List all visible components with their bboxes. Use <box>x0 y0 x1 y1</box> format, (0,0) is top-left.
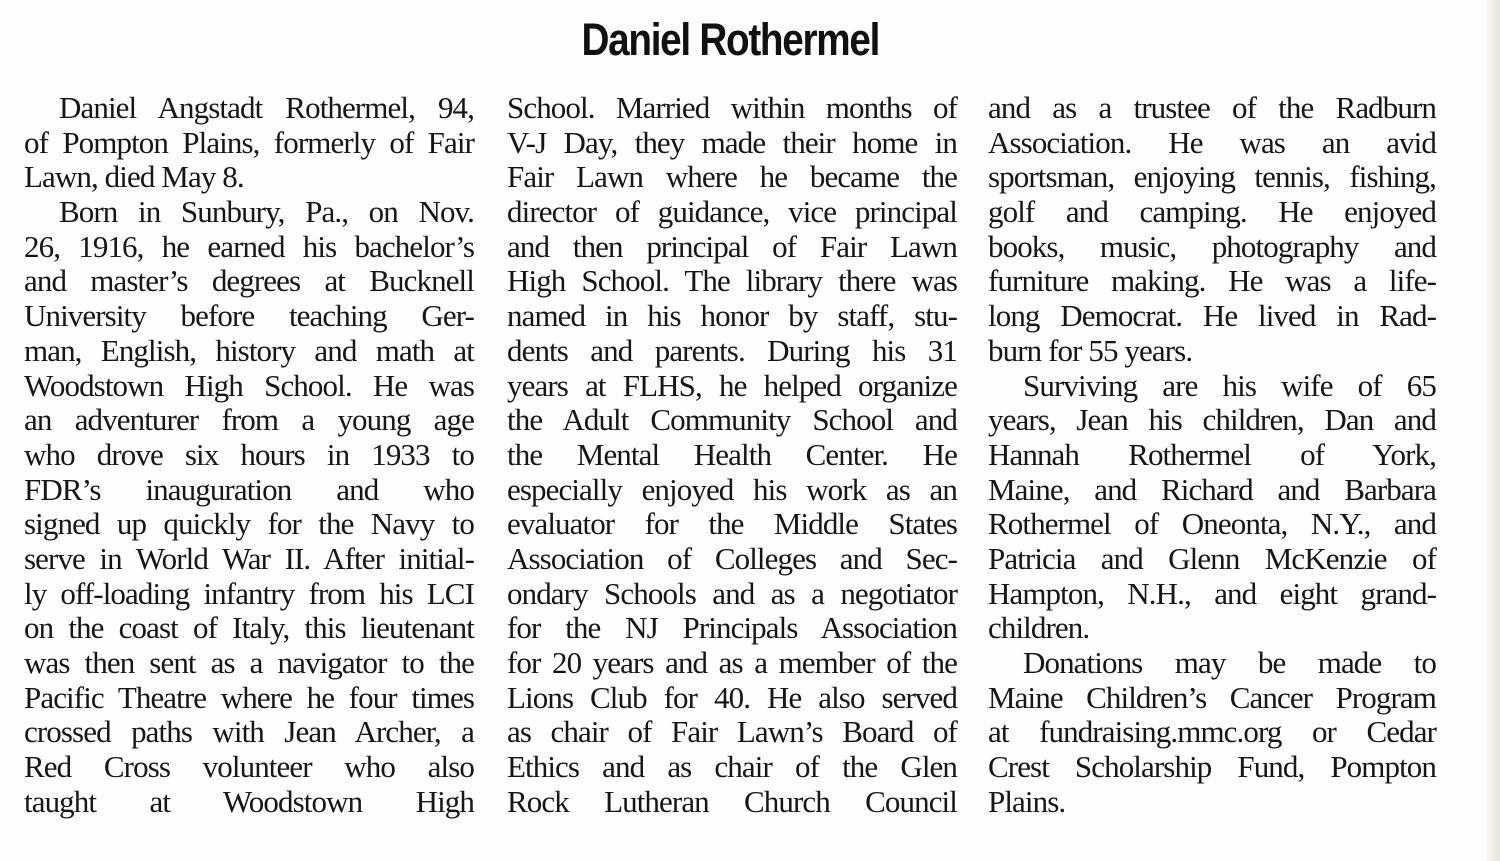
text-line: sportsman, enjoying tennis, fishing, <box>988 159 1436 195</box>
text-line: ondary Schools and as a negotiator <box>507 575 957 611</box>
text-line: as chair of Fair Lawn’s Board of <box>507 714 957 750</box>
text-line: burn for 55 years. <box>988 332 1193 368</box>
text-line: University before teaching Ger- <box>24 298 474 334</box>
text-line: Daniel Angstadt Rothermel, 94, <box>59 90 474 125</box>
text-line: Patricia and Glenn McKenzie of <box>988 540 1436 576</box>
text-column-3 <box>988 91 1436 819</box>
text-line: for the NJ Principals Association <box>507 610 957 646</box>
text-line: V-J Day, they made their home in <box>507 124 957 160</box>
text-line: Ethics and as chair of the Glen <box>507 749 957 785</box>
text-line: and as a trustee of the Radburn <box>988 90 1436 125</box>
text-line: Woodstown High School. He was <box>24 367 474 403</box>
text-line: at fundraising.mmc.org or Cedar <box>988 714 1436 750</box>
text-line: Donations may be made to <box>1023 645 1436 680</box>
text-line: Plains. <box>988 783 1066 819</box>
text-column-1 <box>24 91 474 819</box>
text-line: Pacific Theatre where he four times <box>24 679 474 715</box>
text-line: an adventurer from a young age <box>24 402 474 438</box>
text-line: serve in World War II. After initial- <box>24 540 474 576</box>
obituary-headline: Daniel Rothermel <box>581 14 880 65</box>
text-line: Association of Colleges and Sec- <box>507 540 957 576</box>
text-line: Hannah Rothermel of York, <box>988 436 1436 472</box>
text-line: children. <box>988 610 1090 646</box>
text-line: the Mental Health Center. He <box>507 436 957 472</box>
text-line: Red Cross volunteer who also <box>24 749 474 785</box>
text-line: furniture making. He was a life- <box>988 263 1436 299</box>
text-line: books, music, photography and <box>988 228 1436 264</box>
text-line: Born in Sunbury, Pa., on Nov. <box>59 194 474 230</box>
text-line: Maine, and Richard and Barbara <box>988 471 1436 507</box>
text-line: evaluator for the Middle States <box>507 506 957 542</box>
text-line: Lions Club for 40. He also served <box>507 679 957 715</box>
text-line: 26, 1916, he earned his bachelor’s <box>24 228 474 264</box>
text-column-2 <box>507 91 957 819</box>
text-line: FDR’s inauguration and who <box>24 471 474 507</box>
text-line: who drove six hours in 1933 to <box>24 436 474 472</box>
text-line: High School. The library there was <box>507 263 957 299</box>
text-line: and master’s degrees at Bucknell <box>24 263 474 299</box>
text-line: signed up quickly for the Navy to <box>24 506 474 542</box>
text-line: for 20 years and as a member of the <box>507 645 957 680</box>
text-line: Fair Lawn where he became the <box>507 159 957 195</box>
text-line: years at FLHS, he helped organize <box>507 367 957 403</box>
text-line: taught at Woodstown High <box>24 783 474 819</box>
text-line: named in his honor by staff, stu- <box>507 298 957 334</box>
text-line: Association. He was an avid <box>988 124 1436 160</box>
text-line: ly off-loading infantry from his LCI <box>24 575 474 611</box>
text-line: Maine Children’s Cancer Program <box>988 679 1436 715</box>
text-line: the Adult Community School and <box>507 402 957 438</box>
text-line: on the coast of Italy, this lieutenant <box>24 610 474 646</box>
text-line: especially enjoyed his work as an <box>507 471 957 507</box>
text-line: director of guidance, vice principal <box>507 194 957 230</box>
text-line: and then principal of Fair Lawn <box>507 228 957 264</box>
text-line: Lawn, died May 8. <box>24 159 244 195</box>
text-line: dents and parents. During his 31 <box>507 332 957 368</box>
text-line: Hampton, N.H., and eight grand- <box>988 575 1436 611</box>
text-line: years, Jean his children, Dan and <box>988 402 1436 438</box>
text-line: crossed paths with Jean Archer, a <box>24 714 474 750</box>
text-line: man, English, history and math at <box>24 332 474 368</box>
text-line: Rock Lutheran Church Council <box>507 783 957 819</box>
text-line: Rothermel of Oneonta, N.Y., and <box>988 506 1436 542</box>
text-line: Crest Scholarship Fund, Pompton <box>988 749 1436 785</box>
paper-edge <box>1486 0 1500 861</box>
text-line: School. Married within months of <box>507 90 957 125</box>
text-line: long Democrat. He lived in Rad- <box>988 298 1436 334</box>
text-line: of Pompton Plains, formerly of Fair <box>24 124 474 160</box>
text-line: golf and camping. He enjoyed <box>988 194 1436 230</box>
text-line: was then sent as a navigator to the <box>24 645 474 680</box>
text-line: Surviving are his wife of 65 <box>1023 367 1436 403</box>
